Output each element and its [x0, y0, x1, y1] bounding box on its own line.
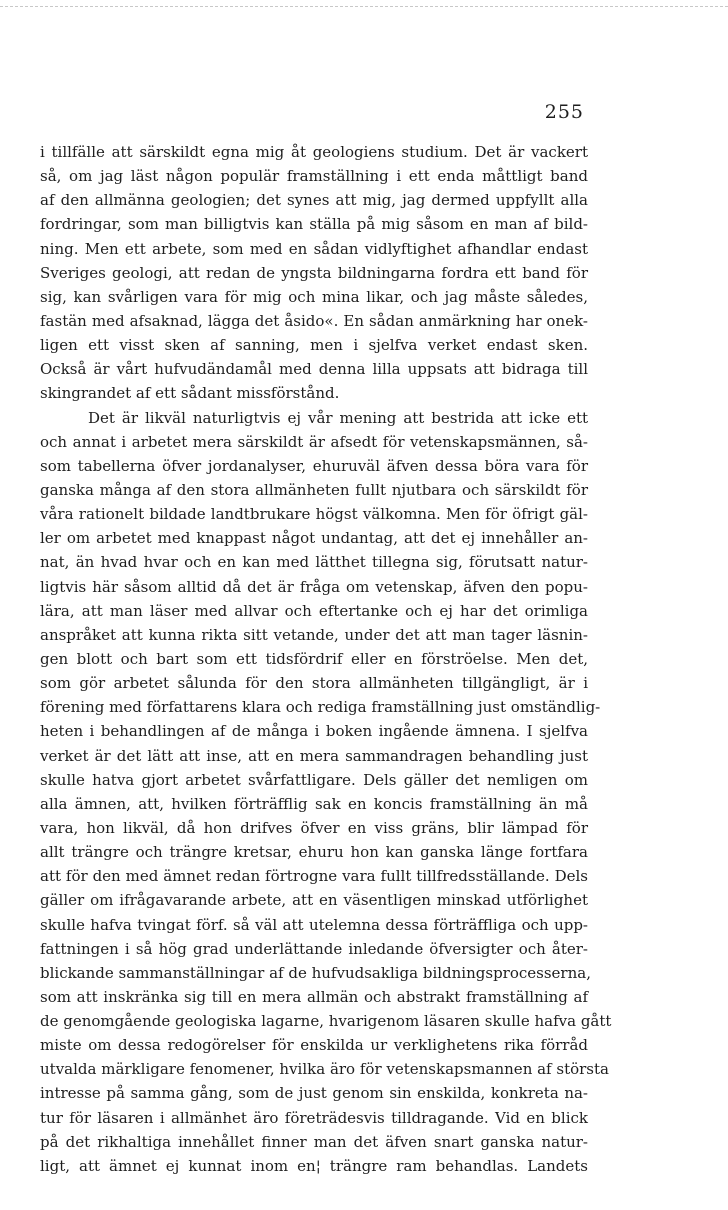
text-line: ligen ett visst sken af sanning, men i sjelfva verket endast sken. — [40, 336, 588, 355]
paragraph — [40, 140, 588, 406]
text-line: som gör arbetet sålunda för den stora allmänheten tillgängligt, är i — [40, 674, 588, 693]
text-line: så, om jag läst någon populär framställning i ett enda måttligt band — [40, 167, 588, 186]
text-line: som att inskränka sig till en mera allmän och abstrakt framställning af — [40, 987, 588, 1006]
text-line: ganska många af den stora allmänheten fullt njutbara och särskildt för — [40, 480, 588, 499]
text-line: skulle hafva tvingat förf. så väl att utelemna dessa förträffliga och upp- — [40, 915, 588, 934]
text-line: Också är vårt hufvudändamål med denna lilla uppsats att bidraga till — [40, 360, 588, 379]
body-text — [40, 140, 612, 1178]
text-line: blickande sammanställningar af de hufvudsakliga bildningsprocesserna, — [40, 963, 591, 982]
text-line: sig, kan svårligen vara för mig och mina likar, och jag måste således, — [40, 287, 588, 306]
text-line: utvalda märkligare fenomener, hvilka äro för vetenskapsmannen af största — [40, 1060, 609, 1079]
text-line: de genomgående geologiska lagarne, hvarigenom läsaren skulle hafva gått — [40, 1012, 612, 1031]
text-line: verket är det lätt att inse, att en mera sammandragen behandling just — [40, 746, 588, 765]
text-line: ler om arbetet med knappast något undantag, att det ej innehåller an- — [40, 529, 588, 548]
text-line: skulle hatva gjort arbetet svårfattligare. Dels gäller det nemligen om — [40, 770, 588, 789]
text-line: vara, hon likväl, då hon drifves öfver en viss gräns, blir lämpad för — [40, 818, 588, 837]
paragraph — [40, 406, 612, 1179]
text-line: förening med författarens klara och rediga framställning just omständlig- — [40, 698, 601, 717]
text-line: tur för läsaren i allmänhet äro företrädesvis tilldragande. Vid en blick — [40, 1108, 588, 1127]
text-line: af den allmänna geologien; det synes att mig, jag dermed uppfyllt alla — [40, 191, 588, 210]
text-line: allt trängre och trängre kretsar, ehuru hon kan ganska länge fortfara — [40, 843, 588, 862]
text-line: att för den med ämnet redan förtrogne vara fullt tillfredsställande. Dels — [40, 867, 588, 886]
top-scan-rule — [0, 6, 728, 7]
page-number: 255 — [544, 101, 584, 123]
text-line: Det är likväl naturligtvis ej vår mening att bestrida att icke ett — [88, 408, 588, 427]
text-line: och annat i arbetet mera särskildt är afsedt för vetenskapsmännen, så- — [40, 432, 588, 451]
text-line: alla ämnen, att, hvilken förträfflig sak en koncis framställning än må — [40, 794, 588, 813]
text-line: ligtvis här såsom alltid då det är fråga om vetenskap, äfven den popu- — [40, 577, 588, 596]
text-line: ning. Men ett arbete, som med en sådan vidlyftighet afhandlar endast — [40, 239, 588, 258]
text-line: gäller om ifrågavarande arbete, att en väsentligen minskad utförlighet — [40, 891, 588, 910]
text-line: fastän med afsaknad, lägga det åsido«. En sådan anmärkning har onek- — [40, 311, 588, 330]
text-line: på det rikhaltiga innehållet finner man det äfven snart ganska natur- — [40, 1132, 588, 1151]
text-line: fordringar, som man billigtvis kan ställa på mig såsom en man af bild- — [40, 215, 588, 234]
text-line: Sveriges geologi, att redan de yngsta bildningarna fordra ett band för — [40, 263, 588, 282]
text-line: som tabellerna öfver jordanalyser, ehuruväl äfven dessa böra vara för — [40, 456, 588, 475]
text-line: skingrandet af ett sådant missförstånd. — [40, 384, 340, 403]
text-line: miste om dessa redogörelser för enskilda ur verklighetens rika förråd — [40, 1036, 588, 1055]
text-line: heten i behandlingen af de många i boken ingående ämnena. I sjelfva — [40, 722, 588, 741]
text-line: fattningen i så hög grad underlättande inledande öfversigter och åter- — [40, 939, 588, 958]
text-line: anspråket att kunna rikta sitt vetande, under det att man tager läsnin- — [40, 625, 588, 644]
text-line: nat, än hvad hvar och en kan med lätthet tillegna sig, förutsatt natur- — [40, 553, 588, 572]
text-line: ligt, att ämnet ej kunnat inom en¦ trängre ram behandlas. Landets — [40, 1156, 588, 1175]
text-line: våra rationelt bildade landtbrukare högst välkomna. Men för öfrigt gäl- — [40, 505, 588, 524]
text-line: lära, att man läser med allvar och eftertanke och ej har det orimliga — [40, 601, 588, 620]
text-line: i tillfälle att särskildt egna mig åt geologiens studium. Det är vackert — [40, 143, 588, 161]
text-line: intresse på samma gång, som de just genom sin enskilda, konkreta na- — [40, 1084, 588, 1103]
text-line: gen blott och bart som ett tidsfördrif eller en förströelse. Men det, — [40, 649, 588, 668]
